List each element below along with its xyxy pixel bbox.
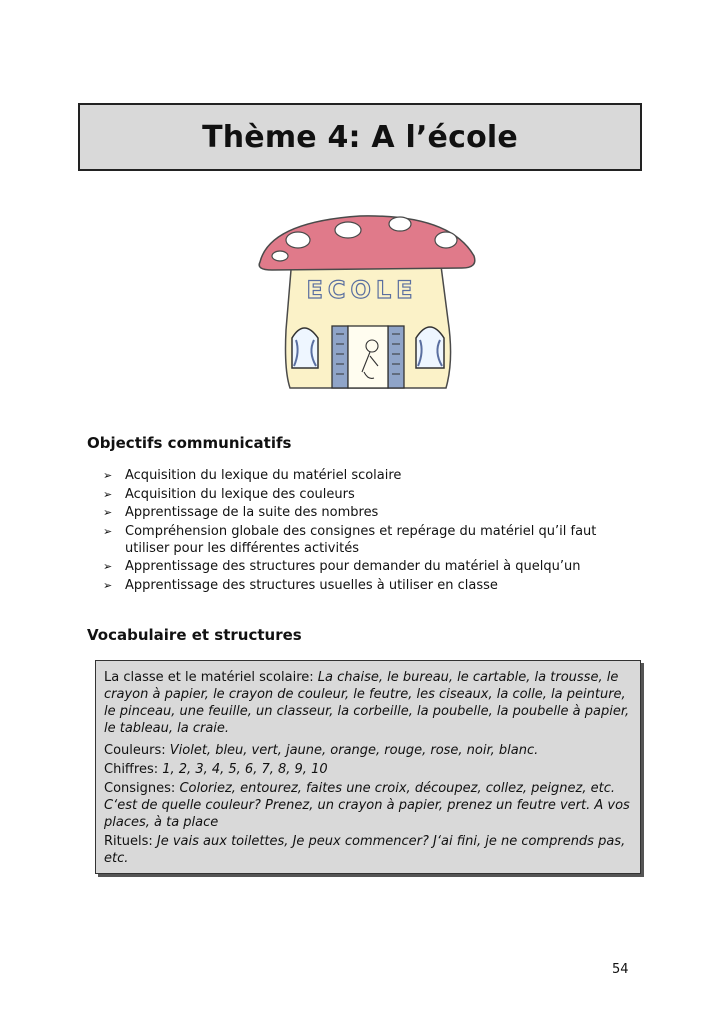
objective-text: Apprentissage des structures usuelles à utiliser en classe [125,577,498,593]
vocab-content: Coloriez, entourez, faites une croix, découpez, collez, peignez, etc. C‘est de quelle couleur? Prenez, un crayon à papier, prenez un feutre vert. A vos places, à ta place [104,781,630,830]
objectives-list [103,467,633,595]
school-sign: ECOLE [306,276,418,304]
left-door-shutter [332,326,348,388]
vocab-content: 1, 2, 3, 4, 5, 6, 7, 8, 9, 10 [162,762,328,777]
roof-spot [389,217,411,231]
vocabulary-box [95,660,641,874]
right-door-shutter [388,326,404,388]
roof-spot [435,232,457,248]
objective-text: Apprentissage de la suite des nombres [125,505,379,520]
vocab-label: Couleurs: [104,743,166,758]
vocab-entry-classroom [104,669,632,737]
arrow-bullet-icon: ➢ [103,578,113,592]
arrow-bullet-icon: ➢ [103,524,113,538]
vocab-entry-rituals [104,833,632,867]
school-illustration [250,210,482,400]
vocab-label: La classe et le matériel scolaire: [104,670,314,685]
roof-spot [335,222,361,238]
vocab-content: La chaise, le bureau, le cartable, la trousse, le crayon à papier, le crayon de couleur, le feutre, les ciseaux, la colle, la peinture, le pinceau, une feuille, un classeur, la corbeille, la poubelle, la poubelle à papier, le tableau, la craie. [104,670,630,736]
title-banner [78,103,642,171]
child-figure [366,340,378,352]
vocab-content: Je vais aux toilettes, Je peux commencer? J‘ai fini, je ne comprends pas, etc. [104,834,626,866]
arrow-bullet-icon: ➢ [103,487,113,501]
page-title: Thème 4: A l’école [202,119,518,155]
vocab-entry-numbers [104,761,632,778]
arrow-bullet-icon: ➢ [103,469,113,482]
arrow-bullet-icon: ➢ [103,506,113,519]
arrow-bullet-icon: ➢ [103,560,113,573]
objective-text: Acquisition du lexique du matériel scolaire [125,468,402,483]
list-item [103,558,633,575]
objective-text: Apprentissage des structures pour demander du matériel à quelqu’un [125,559,581,574]
objective-text: Compréhension globale des consignes et repérage du matériel qu’il faut utiliser pour les différentes activités [125,523,597,556]
vocab-content: Violet, bleu, vert, jaune, orange, rouge, rose, noir, blanc. [169,743,539,758]
roof-spot [272,251,288,261]
list-item [103,523,633,557]
vocabulary-heading: Vocabulaire et structures [87,626,302,644]
list-item [103,486,633,503]
list-item [103,467,633,484]
vocab-label: Consignes: [104,781,176,796]
objectives-heading: Objectifs communicatifs [87,434,292,452]
vocab-entry-colors [104,742,632,759]
roof-spot [286,232,310,248]
list-item [103,504,633,521]
objective-text: Acquisition du lexique des couleurs [125,486,355,502]
list-item [103,577,633,594]
vocab-entry-instructions [104,780,632,831]
vocab-label: Rituels: [104,834,153,849]
vocab-label: Chiffres: [104,762,159,777]
page-number: 54 [612,962,629,977]
